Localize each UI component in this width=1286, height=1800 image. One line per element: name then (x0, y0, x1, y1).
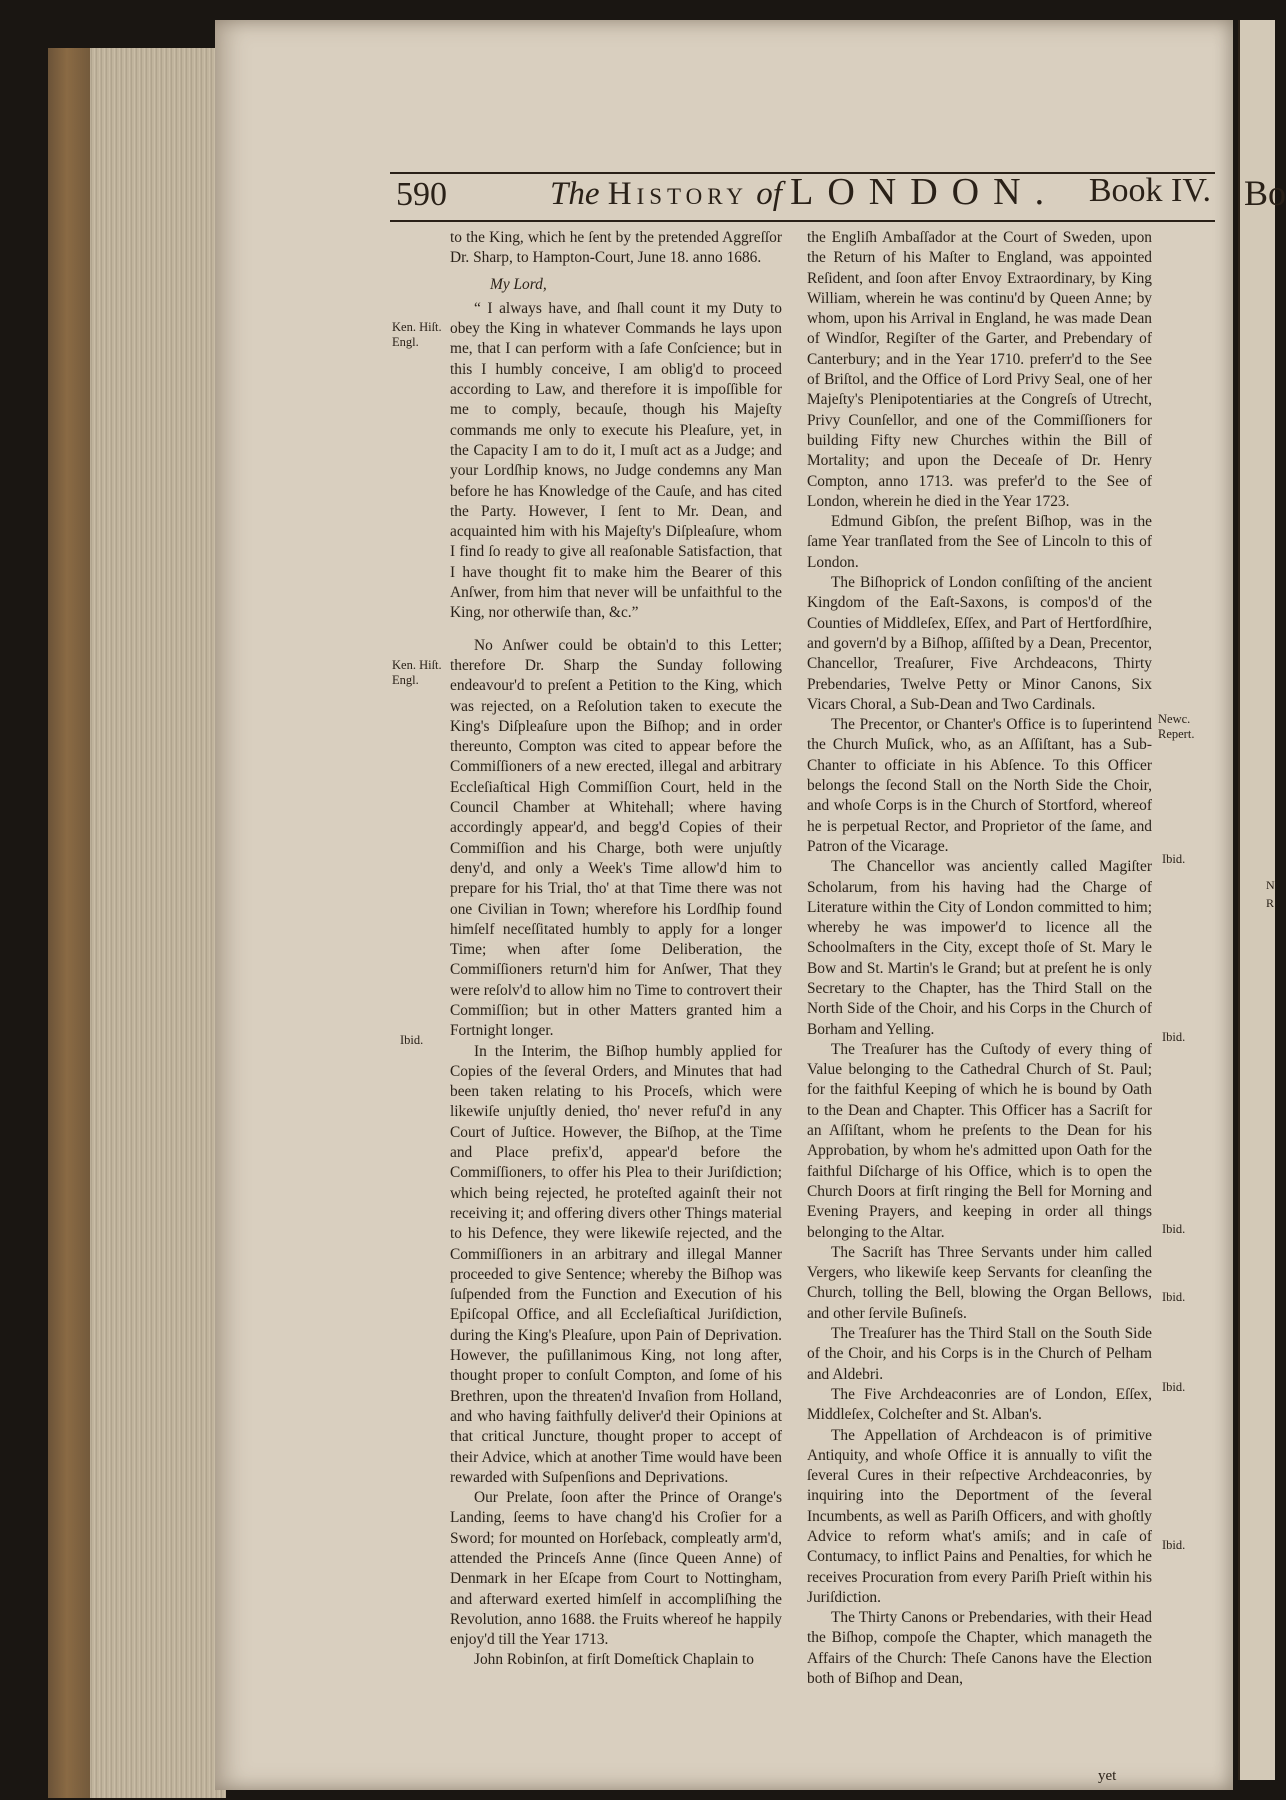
paragraph: The Precentor, or Chanter's Office is to ſuperintend the Church Muſick, who, as an Aſſiſtant, has a Sub-Chanter to officiate in his Abſence. To this Officer belongs the ſecond Stall on the North Side the Choir, and whoſe Corps is in the Church of Stortford, whereof he is perpetual Rector, and Proprietor of the ſame, and Patron of the Vicarage. (807, 716, 1152, 855)
margin-note: Ibid. (1162, 1030, 1186, 1044)
paragraph: John Robinſon, at firſt Domeſtick Chaplain to (474, 1651, 754, 1669)
margin-note: Ken. Hiſt. Engl. (392, 658, 442, 687)
title-city: LONDON. (790, 171, 1059, 213)
paragraph: The Chancellor was anciently called Magiſter Scholarum, from his having had the Charge of Literature within the City of London committed to him; whereby he was impower'd to licence all the Schoolmaſters in the City, except thoſe of St. Mary le Bow and St. Martin's le Grand; but at preſent he is only Secretary to the Chapter, has the Third Stall on the North Side of the Choir, and his Corps in the Church of Borham and Yelling. (807, 858, 1152, 1038)
margin-note: Ibid. (1162, 852, 1186, 866)
paragraph: The Treaſurer has the Third Stall on the South Side of the Choir, and his Corps is in the Church of Pelham and Aldebri. (807, 1325, 1152, 1383)
paragraph: “ I always have, and ſhall count it my Duty to obey the King in whatever Commands he lays upon me, that I can perform with a ſafe Conſcience; but in this I humbly conceive, I am oblig'd to proceed according to Law, and therefore it is impoſſible for me to comply, becauſe, though his Majeſty commands me only to execute his Pleaſure, yet, in the Capacity I am to do it, I muſt act as a Judge; and your Lordſhip knows, no Judge condemns any Man before he has Knowledge of the Cauſe, and has cited the Party. However, I ſent to Mr. Dean, and acquainted him with his Majeſty's Diſpleaſure, whom I find ſo ready to give all reaſonable Satisfaction, that I have thought fit to make him the Bearer of this Anſwer, from him that never will be unfaithful to the King, nor otherwiſe than, &c.” (450, 299, 782, 622)
paragraph: The Treaſurer has the Cuſtody of every thing of Value belonging to the Cathedral Church of St. Paul; for the faithful Keeping of which he is bound by Oath to the Dean and Chapter. This Officer has a Sacriſt for an Aſſiſtant, whom he preſents to the Dean for his Approbation, by whom he's admitted upon Oath for the faithful Diſcharge of his Office, which is to open the Church Doors at firſt ringing the Bell for Morning and Evening Prayers, and keeping in order all things belonging to the Altar. (807, 1040, 1152, 1241)
paragraph: The Sacriſt has Three Servants under him called Vergers, who likewiſe keep Servants for cleanſing the Church, tolling the Bell, blowing the Organ Bellows, and other ſervile Buſineſs. (807, 1243, 1152, 1322)
next-page-note: N (1266, 878, 1275, 892)
paragraph: Edmund Gibſon, the preſent Biſhop, was in the ſame Year tranſlated from the See of Lincoln to this of London. (807, 513, 1152, 571)
letter-salutation: My Lord, (490, 275, 547, 293)
paragraph: The Five Archdeaconries are of London, Eſſex, Middleſex, Colcheſter and St. Alban's. (807, 1385, 1152, 1424)
margin-note: Newc. Repert. (1158, 712, 1195, 741)
paragraph: In the Interim, the Biſhop humbly applied for Copies of the ſeveral Orders, and Minutes that had been taken relating to his Proceſs, which were likewiſe unjuſtly denied, tho' never refuſ'd in any Court of Juſtice. However, the Biſhop, at the Time and Place prefix'd, appear'd before the Commiſſioners, to offer his Plea to their Juriſdiction; which being rejected, he proteſted againſt their not receiving it; and offering divers other Things material to his Defence, they were likewiſe rejected, and the Commiſſioners in an arbitrary and illegal Manner proceeded to give Sentence; whereby the Biſhop was ſuſpended from the Function and Execution of his Epiſcopal Office, and all Eccleſiaſtical Juriſdiction, during the King's Pleaſure, upon Pain of Deprivation. However, the puſillanimous King, not long after, thought proper to conſult Compton, and ſome of his Brethren, upon the threaten'd Invaſion from Holland, and who having faithfully deliver'd their Opinions at that critical Juncture, thought proper to accept of their Advice, which at another Time would have been rewarded with Suſpenſions and Deprivations. (450, 1042, 782, 1486)
margin-note: Ibid. (1162, 1222, 1186, 1236)
book-binding (48, 48, 90, 1798)
title-the: The (550, 176, 600, 212)
next-page-header-fragment: Bo (1244, 173, 1286, 213)
margin-note: Ibid. (1162, 1380, 1186, 1394)
book-number: Book IV. (1088, 172, 1211, 209)
running-header (390, 170, 1215, 220)
paragraph: The Biſhoprick of London conſiſting of the ancient Kingdom of the Eaſt-Saxons, is compos'd of the Counties of Middleſex, Eſſex, and Part of Hertfordſhire, and govern'd by a Biſhop, aſſiſted by a Dean, Precentor, Chancellor, Treaſurer, Five Archdeacons, Thirty Prebendaries, Twelve Petty or Minor Canons, Six Vicars Choral, a Sub-Dean and Two Cardinals. (807, 574, 1152, 713)
margin-note: Ibid. (1162, 1290, 1186, 1304)
paragraph: No Anſwer could be obtain'd to this Letter; therefore Dr. Sharp the Sunday following endeavour'd to preſent a Petition to the King, which was rejected, on a Reſolution taken to execute the King's Diſpleaſure upon the Biſhop; and in order thereunto, Compton was cited to appear before the Commiſſioners of a new erected, illegal and arbitrary Eccleſiaſtical High Commiſſion Court, held in the Council Chamber at Whitehall; where having accordingly appear'd, and begg'd Copies of their Commiſſion and his Charge, both were unjuſtly deny'd, and only a Week's Time allow'd him to prepare for his Trial, tho' at that Time there was not one Civilian in Town; wherefore his Lordſhip found himſelf neceſſitated humbly to apply for a longer Time; when after ſome Deliberation, the Commiſſioners return'd him for Anſwer, That they were reſolv'd to allow him no Time to controvert their Commiſſion; but in other Matters granted him a Fortnight longer. (450, 636, 782, 1040)
paragraph: to the King, which he ſent by the pretended Aggreſſor Dr. Sharp, to Hampton-Court, June 18. anno 1686. (450, 229, 782, 267)
margin-note: Ibid. (400, 1033, 424, 1047)
margin-note: Ken. Hiſt. Engl. (392, 320, 442, 349)
paragraph: Our Prelate, ſoon after the Prince of Orange's Landing, ſeems to have chang'd his Croſier for a Sword; for mounted on Horſeback, compleatly arm'd, attended the Princeſs Anne (ſince Queen Anne) of Denmark in her Eſcape from Court to Nottingham, and afterward exerted himſelf in accompliſhing the Revolution, anno 1688. the Fruits whereof he happily enjoy'd till the Year 1713. (450, 1489, 782, 1649)
header-rule (390, 220, 1215, 222)
catchword: yet (1098, 1768, 1117, 1784)
title-history: History (607, 176, 748, 212)
right-column (807, 228, 1152, 1689)
paragraph: The Appellation of Archdeacon is of primitive Antiquity, and whoſe Office it is annually to viſit the ſeveral Cures in their reſpective Archdeaconries, by inquiring into the Deportment of the ſeveral Incumbents, as well as Pariſh Officers, and with ghoſtly Advice to reform what's amiſs; and in caſe of Contumacy, to inflict Pains and Penalties, for which he receives Procuration from every Pariſh Prieſt within his Juriſdiction. (807, 1426, 1152, 1606)
left-column (450, 228, 782, 1671)
title-of: of (756, 176, 782, 212)
page-number: 590 (396, 176, 447, 213)
next-page-edge (1238, 20, 1286, 1780)
margin-note: Ibid. (1162, 1538, 1186, 1552)
paragraph: The Thirty Canons or Prebendaries, with their Head the Biſhop, compoſe the Chapter, which manageth the Affairs of the Church: Theſe Canons have the Election both of Biſhop and Dean, (807, 1609, 1152, 1688)
page-title (550, 170, 1058, 214)
next-page-note: R (1266, 896, 1275, 910)
paragraph: the Engliſh Ambaſſador at the Court of Sweden, upon the Return of his Maſter to England, was appointed Reſident, and ſoon after Envoy Extraordinary, by King William, wherein he was continu'd by Queen Anne; by whom, upon his Arrival in England, he was made Dean of Windſor, Regiſter of the Garter, and Prebendary of Canterbury; and in the Year 1710. preferr'd to the See of Briſtol, and the Office of Lord Privy Seal, one of her Majeſty's Plenipotentiaries at the Congreſs of Utrecht, Privy Counſellor, and one of the Commiſſioners for building Fifty new Churches within the Bill of Mortality; and upon the Deceaſe of Dr. Henry Compton, anno 1713. was prefer'd to the See of London, wherein he died in the Year 1723. (807, 229, 1152, 510)
